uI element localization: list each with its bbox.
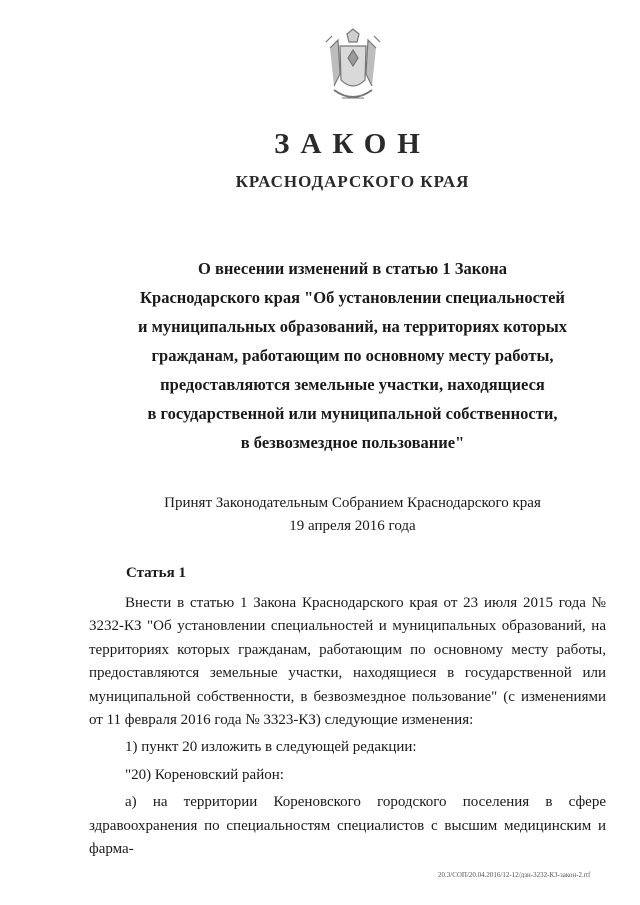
heading-line: в государственной или муниципальной собственности, [147,404,558,423]
heading-line: и муниципальных образований, на территориях которых [137,317,568,336]
file-reference-footer: 20.3/СОП/20.04.2016/12-12/дзн-3232-КЗ-закон-2.rtf [438,871,591,879]
article-item: "20) Кореновский район: [125,766,284,783]
adoption-note [120,492,585,538]
article-title: Статья 1 [126,565,186,581]
article-paragraph: Внести в статью 1 Закона Краснодарского края от 23 июля 2015 года № 3232-КЗ "Об установлении специальностей и муниципальных образований, на территориях которых гражданам, работающим по основному месту работы, предоставляются земельные участки, находящиеся в государственной или муниципальной собственности, в безвозмездное пользование" (с изменениями от 11 февраля 2016 года № 3323-КЗ) следующие изменения: [89,595,606,729]
adoption-date: 19 апреля 2016 года [289,518,416,534]
adoption-line: Принят Законодательным Собранием Краснодарского края [164,495,541,511]
article-body [89,592,606,861]
heading-line: гражданам, работающим по основному месту работы, [151,346,554,365]
law-heading [120,254,585,457]
article-item: 1) пункт 20 изложить в следующей редакции: [125,739,417,756]
law-title: ЗАКОН [274,128,431,160]
heading-line: предоставляются земельные участки, находящиеся [160,375,545,394]
heading-line: О внесении изменений в статью 1 Закона [197,259,508,278]
article-item: а) на территории Кореновского городского поселения в сфере здравоохранения по специальностям специалистов с высшим медицинским и фарма- [89,794,606,858]
law-region: КРАСНОДАРСКОГО КРАЯ [235,172,470,191]
krasnodar-coat-of-arms-emblem [318,28,388,108]
heading-line: Краснодарского края "Об установлении специальностей [140,288,565,307]
heading-line: в безвозмездное пользование" [240,433,465,452]
